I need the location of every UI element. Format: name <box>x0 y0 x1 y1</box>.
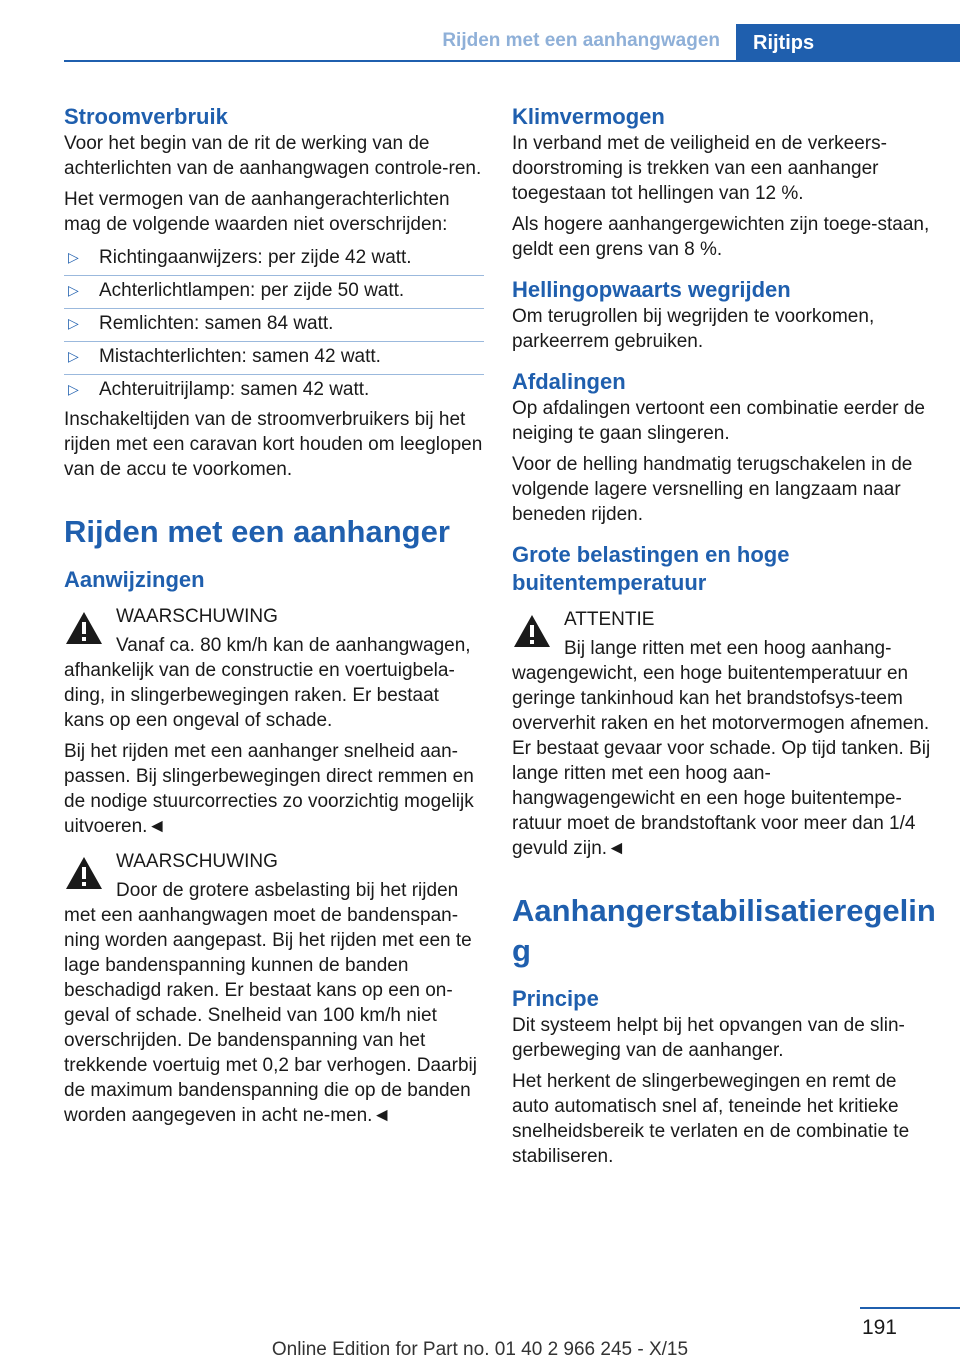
heading-stroomverbruik: Stroomverbruik <box>64 104 228 129</box>
list-item: ▷ Remlichten: samen 84 watt. <box>64 309 484 342</box>
triangle-bullet-icon: ▷ <box>68 381 79 397</box>
paragraph: Inschakeltijden van de stroomverbruikers bij het rijden met een caravan kort houden om leeglopen van de accu te voorkomen. <box>64 409 483 480</box>
header-section-title: Rijden met een aanhangwagen <box>442 30 720 51</box>
warning-triangle-icon <box>64 855 104 891</box>
paragraph: Voor de helling handmatig terugschakelen in de volgende lagere versnelling en langzaam naar beneden rijden. <box>512 454 913 525</box>
triangle-bullet-icon: ▷ <box>68 315 79 331</box>
attention-title: ATTENTIE <box>564 609 655 630</box>
warning-title: WAARSCHUWING <box>116 606 278 627</box>
warning-text: Vanaf ca. 80 km/h kan de aanhangwagen, afhankelijk van de constructie en voertuigbela-ding, in slingerbewegingen raken. Er bestaat kans op een ongeval of schade. <box>64 635 471 731</box>
warning-triangle-icon <box>64 610 104 646</box>
paragraph: Op afdalingen vertoont een combinatie eerder de neiging te gaan slingeren. <box>512 398 925 444</box>
heading-aanwijzingen: Aanwijzingen <box>64 567 205 592</box>
list-item: ▷ Achterlichtlampen: per zijde 50 watt. <box>64 276 484 309</box>
triangle-bullet-icon: ▷ <box>68 348 79 364</box>
triangle-bullet-icon: ▷ <box>68 282 79 298</box>
right-column <box>512 103 936 1175</box>
paragraph: In verband met de veiligheid en de verkeers-doorstroming is trekken van een aanhanger toegestaan tot hellingen van 12 %. <box>512 133 887 204</box>
warning-text: Bij het rijden met een aanhanger snelheid aan-passen. Bij slingerbewegingen direct remmen en de nodige stuurcorrecties zo voorzichtig mogelijk uitvoeren.◄ <box>64 741 474 837</box>
paragraph: Om terugrollen bij wegrijden te voorkomen, parkeerrem gebruiken. <box>512 306 875 352</box>
footer-edition-text: Online Edition for Part no. 01 40 2 966 245 - X/15 <box>271 1339 689 1360</box>
footer-rule <box>860 1307 960 1309</box>
paragraph: Dit systeem helpt bij het opvangen van de slin-gerbeweging van de aanhanger. <box>512 1015 905 1061</box>
list-item: ▷ Richtingaanwijzers: per zijde 42 watt. <box>64 243 484 276</box>
section-title-aanhangerstabilisatie: Aanhangerstabilisatieregelin g <box>512 893 936 968</box>
attention-triangle-icon <box>512 613 552 649</box>
heading-hellingopwaarts: Hellingopwaarts wegrijden <box>512 277 791 302</box>
left-column <box>64 103 484 1136</box>
paragraph: Het vermogen van de aanhangerachterlichten mag de volgende waarden niet overschrijden: <box>64 189 450 235</box>
list-item: ▷ Mistachterlichten: samen 42 watt. <box>64 342 484 375</box>
page-number: 191 <box>861 1316 897 1339</box>
warning-title: WAARSCHUWING <box>116 851 278 872</box>
paragraph: Het herkent de slingerbewegingen en remt de auto automatisch snel af, teneinde het kritieke snelheidsbereik te verlaten en de combinatie te stabiliseren. <box>512 1071 910 1167</box>
header-rule <box>64 60 960 62</box>
warning-block <box>64 849 484 1128</box>
heading-principe: Principe <box>512 986 599 1011</box>
warning-block <box>64 604 484 839</box>
paragraph: Voor het begin van de rit de werking van de achterlichten van de aanhangwagen controle-ren. <box>64 133 482 179</box>
heading-grote-belastingen: Grote belastingen en hoge buitentemperatuur <box>512 542 790 595</box>
warning-text: Door de grotere asbelasting bij het rijden met een aanhangwagen moet de bandenspan-ning worden aangepast. Bij het rijden met een te lage bandenspanning kunnen de banden beschadigd raken. Er bestaat kans op een on-geval of schade. Snelheid van 100 km/h niet overschrijden. De bandenspanning van het trekkende voertuig met 0,2 bar verhogen. Daarbij de maximum bandenspanning die op de banden worden aangegeven in acht ne-men.◄ <box>64 880 477 1126</box>
heading-klimvermogen: Klimvermogen <box>512 104 665 129</box>
power-limit-list <box>64 243 484 407</box>
attention-text: Bij lange ritten met een hoog aanhang-wagengewicht, een hoge buitentemperatuur en geringe tankinhoud kan het brandstofsys-teem oververhit raken en het motorvermogen afnemen. Er bestaat gevaar voor schade. Op tijd tanken. Bij lange ritten met een hoog aan-hangwagengewicht en een hoge buitentempe-ratuur moet de brandstoftank voor meer dan 1/4 gevuld zijn.◄ <box>512 638 931 859</box>
paragraph: Als hogere aanhangergewichten zijn toege-staan, geldt een grens van 8 %. <box>512 214 930 260</box>
triangle-bullet-icon: ▷ <box>68 249 79 265</box>
section-title-rijden-met-aanhanger: Rijden met een aanhanger <box>64 514 450 549</box>
header-chapter-tab: Rijtips <box>736 24 960 62</box>
list-item: ▷ Achteruitrijlamp: samen 42 watt. <box>68 379 370 400</box>
heading-afdalingen: Afdalingen <box>512 369 626 394</box>
attention-block <box>512 607 932 861</box>
